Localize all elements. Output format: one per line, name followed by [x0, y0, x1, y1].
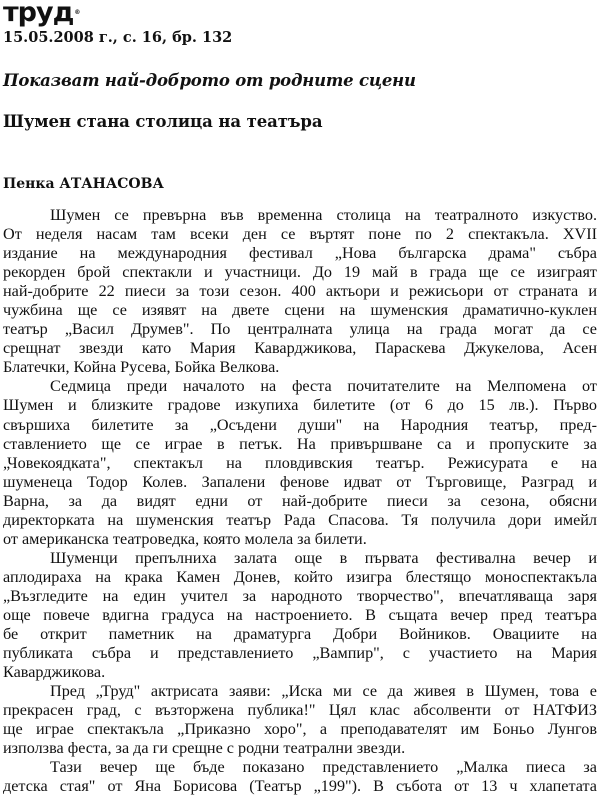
issue-info: 15.05.2008 г., с. 16, бр. 132: [3, 29, 233, 46]
article-author: Пенка АТАНАСОВА: [3, 176, 164, 192]
logo-text: труд: [3, 0, 74, 28]
article-text-line: театър „Васил Друмев". По централната улица на града могат да се: [3, 320, 597, 339]
article-text-line: аплодираха на крака Камен Донев, който изигра блестящо моноспектакъла: [3, 567, 597, 586]
article-text-line: срещнат звезди като Мария Каварджикова, Параскева Джукелова, Асен: [3, 339, 597, 358]
article-body: [3, 206, 597, 796]
article-text-line: чужбина ще се изявят на двете сцени на шуменския драматично-куклен: [3, 301, 597, 320]
article-text-line: Варна, за да видят едни от най-добрите пиеси за сезона, обясни: [3, 491, 597, 510]
article-text-line: ставлението ще се играе в петък. На привършване са и пропуските за: [3, 434, 597, 453]
article-text-line: рекорден брой спектакли и участници. До 19 май в града ще се изиграят: [3, 263, 597, 282]
article-text-line: директорката на шуменския театър Рада Спасова. Тя получила дори имейл: [3, 510, 597, 529]
article-text-line: Каварджикова.: [3, 663, 106, 682]
article-text-line: публиката събра и представлението „Вампир", с участието на Мария: [3, 644, 597, 663]
article-text-line: най-добрите 22 пиеси за този сезон. 400 актьори и режисьори от страната и: [3, 282, 597, 301]
article-text-line: „Човекоядката", спектакъл на пловдивския театър. Режисурата е на: [3, 453, 597, 472]
article-text-line: използва феста, за да ги срещне с родни театрални звезди.: [3, 739, 406, 758]
article-text-line: Тази вечер ще бъде показано представлението „Малка пиеса за: [50, 758, 597, 777]
article-text-line: Шуменци препълниха залата още в първата фестивална вечер и: [50, 548, 597, 567]
article-text-line: издание на международния фестивал „Нова българска драма" събра: [3, 244, 597, 263]
article-text-line: свършиха билетите за „Осъдени души" на Народния театър, пред-: [3, 415, 597, 434]
article-text-line: „Възгледите на един учител за народното творчество", впечатляваща заря: [3, 586, 597, 605]
article-text-line: Шумен и близките градове изкупиха билетите (от 6 до 15 лв.). Първо: [3, 396, 597, 415]
article-text-line: прекрасен град, с възторжена публика!" Цял клас абсолвенти от НАТФИЗ: [3, 701, 597, 720]
article-text-line: Блатечки, Койна Русева, Бойка Велкова.: [3, 358, 280, 377]
article-kicker: Показват най-доброто от родните сцени: [3, 71, 416, 90]
article-text-line: от американска театроведка, която молела за билети.: [3, 529, 367, 548]
article-text-line: Пред „Труд" актрисата заяви: „Иска ми се да живея в Шумен, това е: [50, 682, 597, 701]
article-text-line: шуменеца Тодор Колев. Запалени фенове идват от Търговище, Разград и: [3, 472, 597, 491]
article-headline: Шумен стана столица на театъра: [3, 112, 323, 131]
registered-mark-icon: ®: [74, 9, 80, 16]
article-text-line: ще играе спектакъла „Приказно хоро", а преподавателят им Боньо Лунгов: [3, 720, 597, 739]
newspaper-logo: [3, 0, 79, 26]
article-text-line: От неделя насам там всеки ден се въртят поне по 2 спектакъла. XVII: [3, 225, 597, 244]
article-text-line: бе открит паметник на драматурга Добри Войников. Овациите на: [3, 625, 597, 644]
article-text-line: детска стая" от Яна Борисова (Театър „199"). В събота от 13 ч хлапетата: [3, 777, 597, 796]
article-text-line: още повече вдигна градуса на настроението. В същата вечер пред театъра: [3, 605, 597, 624]
article-text-line: Седмица преди началото на феста почитателите на Мелпомена от: [50, 377, 597, 396]
article-text-line: Шумен се превърна във временна столица на театралното изкуство.: [50, 206, 597, 224]
